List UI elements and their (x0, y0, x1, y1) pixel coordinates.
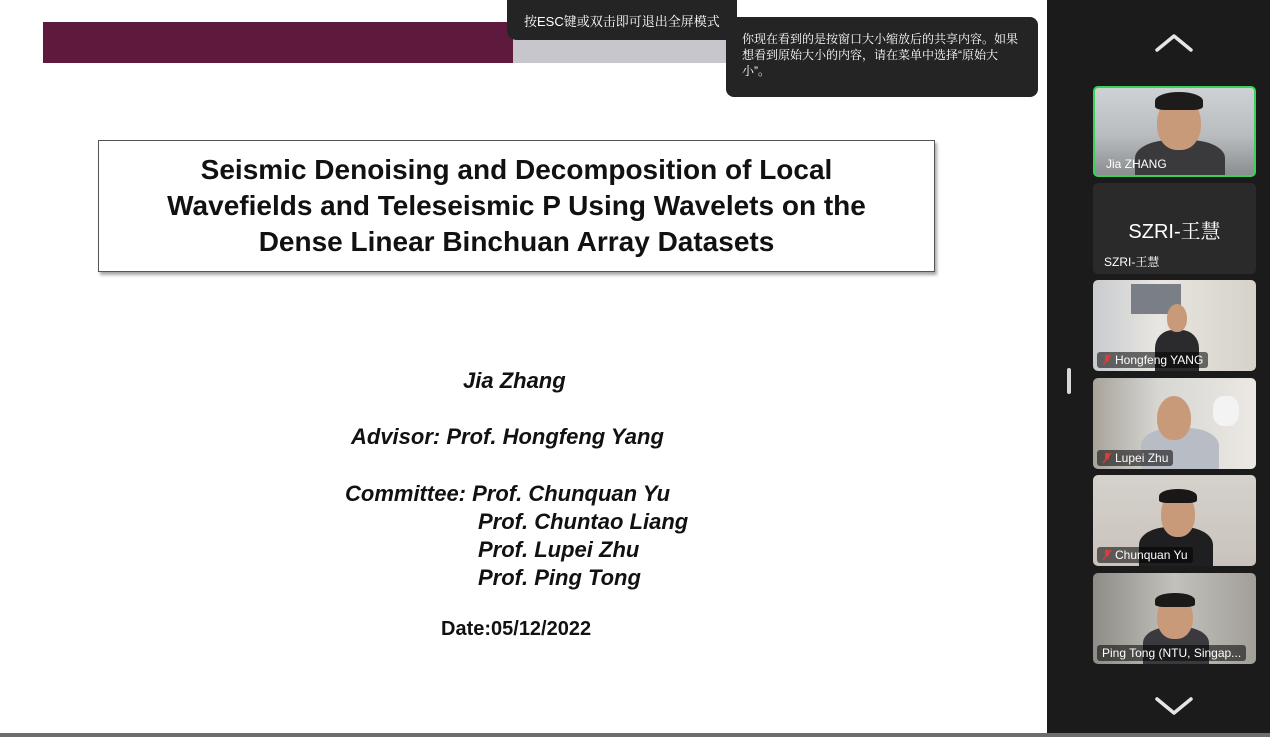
participant-name: Lupei Zhu (1097, 450, 1173, 466)
mic-muted-icon (1102, 354, 1112, 366)
video-hat (1213, 396, 1239, 426)
video-face (1157, 396, 1191, 440)
participant-display-name: SZRI-王慧 (1128, 221, 1221, 243)
scroll-up-button[interactable] (1153, 30, 1195, 54)
esc-exit-tooltip: 按ESC键或双击即可退出全屏模式 (507, 0, 737, 40)
chevron-up-icon (1153, 30, 1195, 54)
slide-committee-member: Prof. Lupei Zhu (478, 537, 640, 562)
panel-resize-handle[interactable] (1067, 368, 1071, 394)
participant-name: Hongfeng YANG (1097, 352, 1208, 368)
participant-name: Ping Tong (NTU, Singap... (1097, 645, 1246, 661)
slide-title: Seismic Denoising and Decomposition of Local Wavefields and Teleseismic P Using Wavelets on the Dense Linear Binchuan Array Datasets (167, 154, 866, 257)
participant-name: Jia ZHANG (1106, 157, 1167, 171)
scroll-down-button[interactable] (1153, 694, 1195, 718)
video-hair (1155, 593, 1195, 607)
participant-tile-szri[interactable] (1093, 183, 1256, 274)
video-hair (1159, 489, 1197, 503)
participant-tile-hongfeng-yang[interactable] (1093, 280, 1256, 371)
mic-muted-icon (1102, 549, 1112, 561)
window-bottom-edge (0, 733, 1270, 737)
participant-tile-ping-tong[interactable] (1093, 573, 1256, 664)
slide-committee-member: Prof. Chuntao Liang (478, 509, 689, 534)
slide-date: Date:05/12/2022 (441, 618, 592, 640)
participant-tile-lupei-zhu[interactable] (1093, 378, 1256, 469)
participant-tile-chunquan-yu[interactable] (1093, 475, 1256, 566)
slide-author: Jia Zhang (463, 368, 566, 393)
chevron-down-icon (1153, 694, 1195, 718)
participant-tile-jia-zhang[interactable] (1093, 86, 1256, 177)
scaled-content-tooltip: 你现在看到的是按窗口大小缩放后的共享内容。如果想看到原始大小的内容，请在菜单中选择“原始大小”。 (726, 17, 1038, 97)
video-hair (1155, 92, 1203, 110)
video-face (1167, 304, 1187, 332)
participant-name: Chunquan Yu (1097, 547, 1193, 563)
mic-muted-icon (1102, 452, 1112, 464)
slide-title-box (98, 140, 935, 272)
participant-name: SZRI-王慧 (1104, 255, 1160, 269)
slide-committee-member: Prof. Ping Tong (478, 565, 641, 590)
slide-banner-left (43, 22, 513, 63)
slide-committee: Committee: Prof. Chunquan Yu (345, 481, 671, 506)
slide-advisor: Advisor: Prof. Hongfeng Yang (351, 424, 664, 449)
